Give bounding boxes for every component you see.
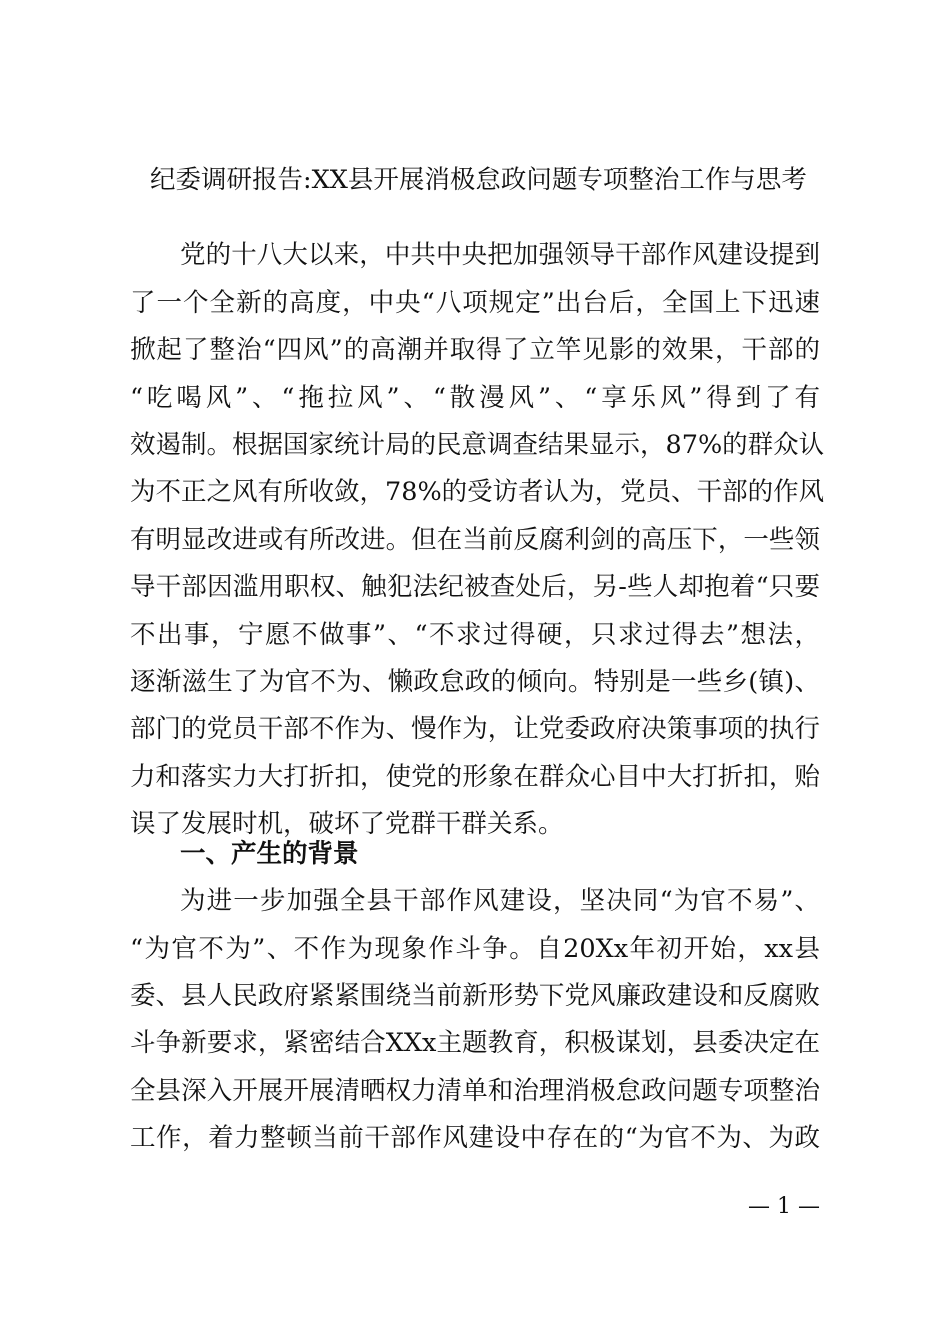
paragraph-line: 党的十八大以来，中共中央把加强领导干部作风建设提到: [180, 240, 820, 270]
section-heading: 一、产生的背景: [180, 839, 359, 869]
paragraph-line: 斗争新要求，紧密结合XXx主题教育，积极谋划，县委决定在: [130, 1028, 820, 1058]
paragraph-line: 误了发展时机，破坏了党群干群关系。: [130, 809, 564, 839]
paragraph-line: 效遏制。根据国家统计局的民意调查结果显示，87%的群众认: [130, 430, 825, 460]
paragraph-line: 委、县人民政府紧紧围绕当前新形势下党风廉政建设和反腐败: [130, 981, 820, 1011]
paragraph-line: 为不正之风有所收敛，78%的受访者认为，党员、干部的作风: [130, 477, 825, 507]
paragraph-line: 全县深入开展开展清晒权力清单和治理消极怠政问题专项整治: [130, 1076, 820, 1106]
paragraph-line: 不出事，宁愿不做事”、“不求过得硬，只求过得去”想法，: [130, 620, 820, 650]
paragraph-line: 为进一步加强全县干部作风建设，坚决同“为官不易”、: [180, 886, 820, 916]
paragraph-line: 力和落实力大打折扣，使党的形象在群众心目中大打折扣，贻: [130, 762, 820, 792]
document-title: 纪委调研报告:XX县开展消极怠政问题专项整治工作与思考: [150, 165, 807, 195]
paragraph-line: 逐渐滋生了为官不为、懒政怠政的倾向。特别是一些乡(镇)、: [130, 667, 820, 697]
paragraph-line: 掀起了整治“四风”的高潮并取得了立竿见影的效果，干部的: [130, 335, 820, 365]
paragraph-line: 了一个全新的高度，中央“八项规定”出台后，全国上下迅速: [130, 288, 820, 318]
paragraph-line: 有明显改进或有所改进。但在当前反腐利剑的高压下，一些领: [130, 525, 820, 555]
paragraph-line: 部门的党员干部不作为、慢作为，让党委政府决策事项的执行: [130, 714, 820, 744]
paragraph-line: “吃喝风”、“拖拉风”、“散漫风”、“享乐风”得到了有: [130, 383, 820, 413]
paragraph-line: 导干部因滥用职权、触犯法纪被查处后，另-些人却抱着“只要: [130, 572, 820, 602]
paragraph-line: “为官不为”、不作为现象作斗争。自20Xx年初开始，xx县: [130, 934, 820, 964]
page-number: — 1 —: [748, 1194, 820, 1219]
paragraph-line: 工作，着力整顿当前干部作风建设中存在的“为官不为、为政: [130, 1123, 820, 1153]
